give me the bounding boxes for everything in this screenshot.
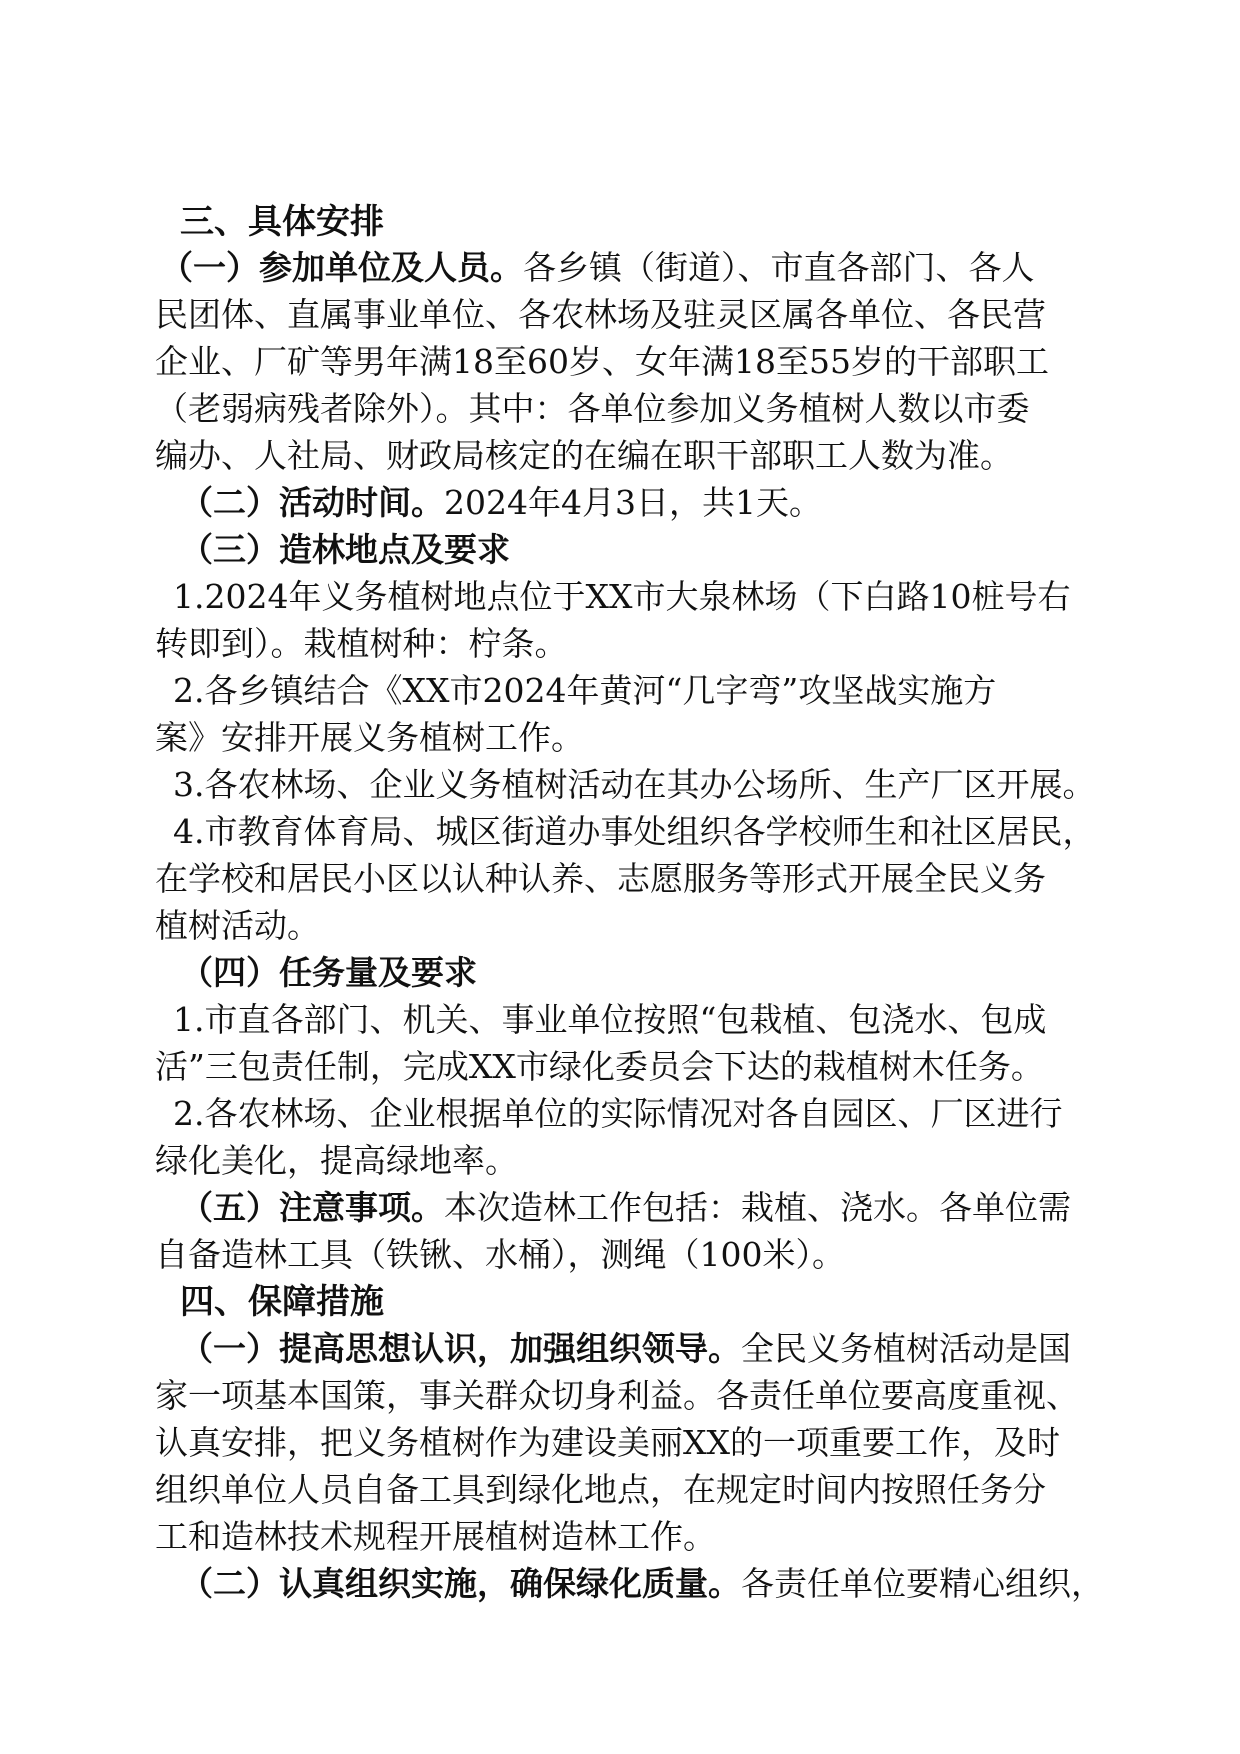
paragraph-line: 案》安排开展义务植树工作。 <box>155 718 584 757</box>
list-item: 3.各农林场、企业义务植树活动在其办公场所、生产厂区开展。 <box>173 765 1096 804</box>
paragraph-line: 转即到）。栽植树种：柠条。 <box>155 624 568 663</box>
paragraph-line: 工和造林技术规程开展植树造林工作。 <box>155 1517 716 1556</box>
list-item: 4.市教育体育局、城区街道办事处组织各学校师生和社区居民， <box>173 812 1096 851</box>
paragraph-text: 全民义务植树活动是国 <box>741 1329 1071 1368</box>
paragraph-line: 活”三包责任制，完成XX市绿化委员会下达的栽植树木任务。 <box>155 1047 1044 1086</box>
item-time <box>180 483 822 523</box>
item-location-heading: （三）造林地点及要求 <box>180 530 510 569</box>
item-participants <box>160 248 1035 288</box>
item-notes <box>180 1188 1071 1228</box>
paragraph-line: 自备造林工具（铁锹、水桶），测绳（100米）。 <box>155 1235 845 1274</box>
paragraph-line: 在学校和居民小区以认种认养、志愿服务等形式开展全民义务 <box>155 859 1046 898</box>
item-lead: （一）提高思想认识，加强组织领导。 <box>180 1329 741 1368</box>
paragraph-line: （老弱病残者除外）。其中：各单位参加义务植树人数以市委 <box>155 389 1030 428</box>
paragraph-line: 植树活动。 <box>155 906 320 945</box>
item-task-heading: （四）任务量及要求 <box>180 953 477 992</box>
paragraph-line: 组织单位人员自备工具到绿化地点，在规定时间内按照任务分 <box>155 1470 1046 1509</box>
list-item: 1.市直各部门、机关、事业单位按照“包栽植、包浇水、包成 <box>173 1000 1047 1039</box>
list-item: 2.各乡镇结合《XX市2024年黄河“几字弯”攻坚战实施方 <box>173 671 997 710</box>
item-lead: （一）参加单位及人员。 <box>160 248 523 287</box>
paragraph-line: 家一项基本国策，事关群众切身利益。各责任单位要高度重视、 <box>155 1376 1079 1415</box>
paragraph-text: 各责任单位要精心组织， <box>741 1564 1104 1603</box>
list-item: 2.各农林场、企业根据单位的实际情况对各自园区、厂区进行 <box>173 1094 1063 1133</box>
paragraph-line: 绿化美化，提高绿地率。 <box>155 1141 518 1180</box>
paragraph-line: 认真安排，把义务植树作为建设美丽XX的一项重要工作，及时 <box>155 1423 1060 1462</box>
paragraph-text: 各乡镇（街道）、市直各部门、各人 <box>523 248 1035 287</box>
paragraph-text: 2024年4月3日，共1天。 <box>444 483 822 522</box>
paragraph-text: 本次造林工作包括：栽植、浇水。各单位需 <box>444 1188 1071 1227</box>
paragraph-line: 企业、厂矿等男年满18至60岁、女年满18至55岁的干部职工 <box>155 342 1049 381</box>
paragraph-line: 编办、人社局、财政局核定的在编在职干部职工人数为准。 <box>155 436 1013 475</box>
paragraph-line: 民团体、直属事业单位、各农林场及驻灵区属各单位、各民营 <box>155 295 1046 334</box>
item-awareness <box>180 1329 1071 1369</box>
item-lead: （二）活动时间。 <box>180 483 444 522</box>
item-lead: （五）注意事项。 <box>180 1188 444 1227</box>
item-lead: （二）认真组织实施，确保绿化质量。 <box>180 1564 741 1603</box>
item-implementation <box>180 1564 1104 1604</box>
section-3-heading: 三、具体安排 <box>180 202 384 242</box>
list-item: 1.2024年义务植树地点位于XX市大泉林场（下白路10桩号右 <box>173 577 1071 616</box>
section-4-heading: 四、保障措施 <box>180 1282 384 1322</box>
